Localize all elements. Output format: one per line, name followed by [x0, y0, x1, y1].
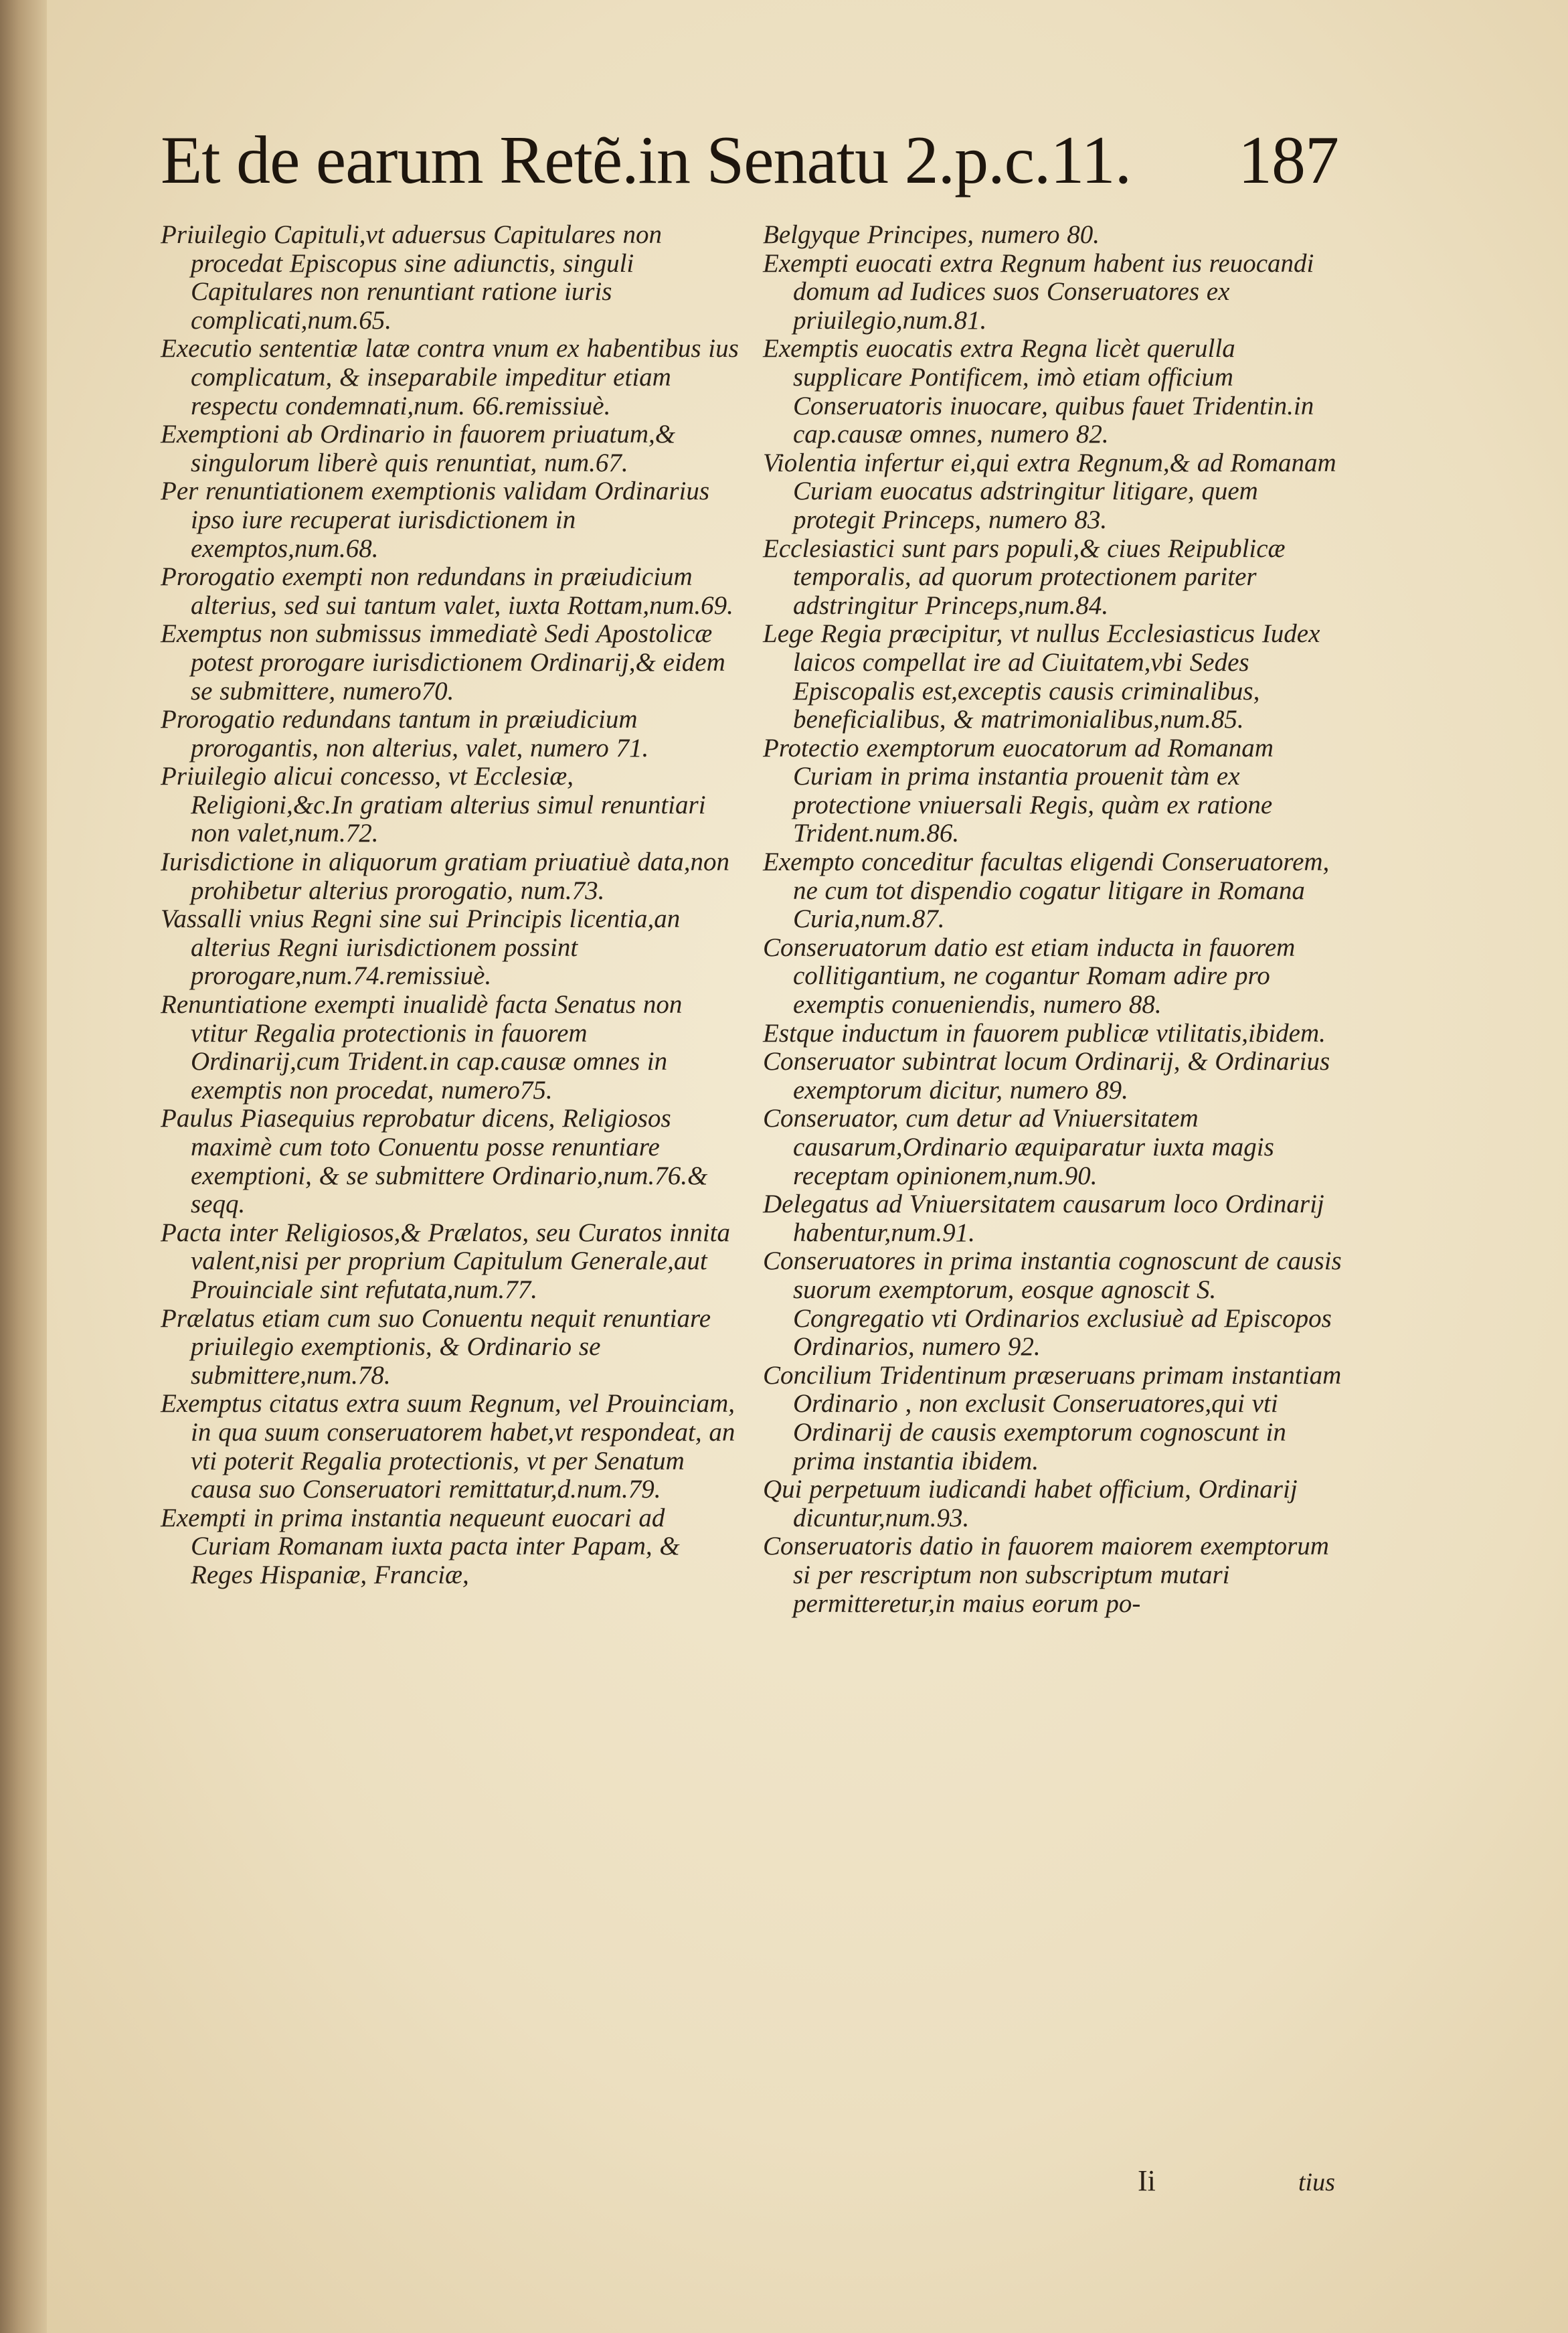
index-entry: Conseruatorum datio est etiam inducta in fauorem collitigantium, ne cogantur Romam adire pro exemptis conueniendis, numero 88. — [763, 933, 1296, 1020]
index-entry: Conseruator subintrat locum Ordinarij, & Ordinarius exemptorum dicitur, numero 89. — [763, 1047, 1330, 1105]
index-entry: Pacta inter Religiosos,& Prælatos, seu Curatos innita valent,nisi per proprium Capitulum Generale,aut Prouinciale sint refutata,num.77. — [161, 1218, 731, 1304]
index-entry: Violentia infertur ei,qui extra Regnum,& ad Romanam Curiam euocatus adstringitur litigare, quem protegit Princeps, numero 83. — [763, 448, 1336, 534]
index-entry: Ecclesiastici sunt pars populi,& ciues Reipublicæ temporalis, ad quorum protectionem pariter adstringitur Princeps,num.84. — [763, 534, 1286, 620]
running-header — [161, 120, 1338, 214]
index-entry: Lege Regia præcipitur, vt nullus Ecclesiasticus Iudex laicos compellat ire ad Ciuitatem,vbi Sedes Episcopalis est,exceptis causis criminalibus, beneficialibus, & matrimonialibus,num.85. — [763, 619, 1320, 734]
index-entry: Exemptus citatus extra suum Regnum, vel Prouinciam, in qua suum conseruatorem habet,vt respondeat, an vti poterit Regalia protectionis, vt per Senatum causa suo Conseruatori remittatur,d.num.79. — [161, 1389, 735, 1504]
index-entry: Exemptioni ab Ordinario in fauorem priuatum,& singulorum liberè quis renuntiat, num.67. — [161, 420, 676, 477]
index-entry: Protectio exemptorum euocatorum ad Romanam Curiam in prima instantia prouenit tàm ex protectione vniuersali Regis, quàm ex ratione Trident.num.86. — [763, 733, 1274, 848]
index-entry: Exempto conceditur facultas eligendi Conseruatorem, ne cum tot dispendio cogatur litigare in Romana Curia,num.87. — [763, 848, 1330, 934]
index-entry: Prorogatio redundans tantum in præiudicium prorogantis, non alterius, valet, numero 71. — [161, 705, 649, 762]
index-entry: Exemptis euocatis extra Regna licèt querulla supplicare Pontificem, imò etiam officium Conseruatoris inuocare, quibus fauet Tridentin.in cap.causæ omnes, numero 82. — [763, 334, 1314, 449]
index-entry: Qui perpetuum iudicandi habet officium, Ordinarij dicuntur,num.93. — [763, 1475, 1298, 1532]
index-entry: Prorogatio exempti non redundans in præiudicium alterius, sed sui tantum valet, iuxta Rottam,num.69. — [161, 562, 733, 620]
catchword: tius — [1298, 2168, 1335, 2196]
index-entry: Per renuntiationem exemptionis validam Ordinarius ipso iure recuperat iurisdictionem in exemptos,num.68. — [161, 477, 710, 563]
index-entry: Belgyque Principes, numero 80. — [763, 220, 1100, 249]
index-entry: Concilium Tridentinum præseruans primam instantiam Ordinario , non exclusit Conseruatores,qui vti Ordinarij de causis exemptorum cognoscunt in prima instantia ibidem. — [763, 1360, 1342, 1475]
left-column — [161, 221, 743, 1590]
running-title: Et de earum Retẽ.in Senatu 2.p.c.11. — [161, 123, 1132, 198]
index-entry: Iurisdictione in aliquorum gratiam priuatiuè data,non prohibetur alterius prorogatio, num.73. — [161, 848, 729, 905]
index-entry: Vassalli vnius Regni sine sui Principis licentia,an alterius Regni iurisdictionem possint prorogare,num.74.remissiuè. — [161, 904, 681, 991]
index-entry: Conseruatoris datio in fauorem maiorem exemptorum si per rescriptum non subscriptum mutari permitteretur,in maius eorum po- — [763, 1532, 1329, 1618]
right-column — [763, 221, 1345, 1618]
signature-mark: Ii — [1138, 2164, 1156, 2197]
page-number: 187 — [1238, 123, 1338, 198]
index-entry: Estque inductum in fauorem publicæ vtilitatis,ibidem. — [763, 1018, 1326, 1048]
index-entry: Priuilegio alicui concesso, vt Ecclesiæ, Religioni,&c.In gratiam alterius simul renuntiari non valet,num.72. — [161, 762, 706, 848]
index-entry: Conseruatores in prima instantia cognoscunt de causis suorum exemptorum, eosque agnoscit S. Congregatio vti Ordinarios exclusiuè ad Episcopos Ordinarios, numero 92. — [763, 1246, 1342, 1362]
index-entry: Delegatus ad Vniuersitatem causarum loco Ordinarij habentur,num.91. — [763, 1190, 1324, 1247]
index-entry: Prælatus etiam cum suo Conuentu nequit renuntiare priuilegio exemptionis, & Ordinario se submittere,num.78. — [161, 1303, 711, 1390]
index-entry: Priuilegio Capituli,vt aduersus Capitulares non procedat Episcopus sine adiunctis, singuli Capitulares non renuntiant ratione iuris complicati,num.65. — [161, 220, 662, 335]
index-entry: Renuntiatione exempti inualidè facta Senatus non vtitur Regalia protectionis in fauorem Ordinarij,cum Trident.in cap.causæ omnes in exemptis non procedat, numero75. — [161, 990, 683, 1105]
index-entry: Exempti in prima instantia nequeunt euocari ad Curiam Romanam iuxta pacta inter Papam, & Reges Hispaniæ, Franciæ, — [161, 1503, 680, 1589]
index-entry: Exemptus non submissus immediatè Sedi Apostolicæ potest prorogare iurisdictionem Ordinarij,& eidem se submittere, numero70. — [161, 619, 725, 706]
binding-gutter — [0, 0, 47, 2333]
index-entry: Conseruator, cum detur ad Vniuersitatem causarum,Ordinario æquiparatur iuxta magis receptam opinionem,num.90. — [763, 1104, 1274, 1190]
index-entry: Executio sententiæ latæ contra vnum ex habentibus ius complicatum, & inseparabile impeditur etiam respectu condemnati,num. 66.remissiuè. — [161, 334, 739, 420]
index-entry: Exempti euocati extra Regnum habent ius reuocandi domum ad Iudices suos Conseruatores ex priuilegio,num.81. — [763, 248, 1314, 335]
index-entry: Paulus Piasequius reprobatur dicens, Religiosos maximè cum toto Conuentu posse renuntiare exemptioni, & se submittere Ordinario,num.76.& seqq. — [161, 1104, 708, 1219]
